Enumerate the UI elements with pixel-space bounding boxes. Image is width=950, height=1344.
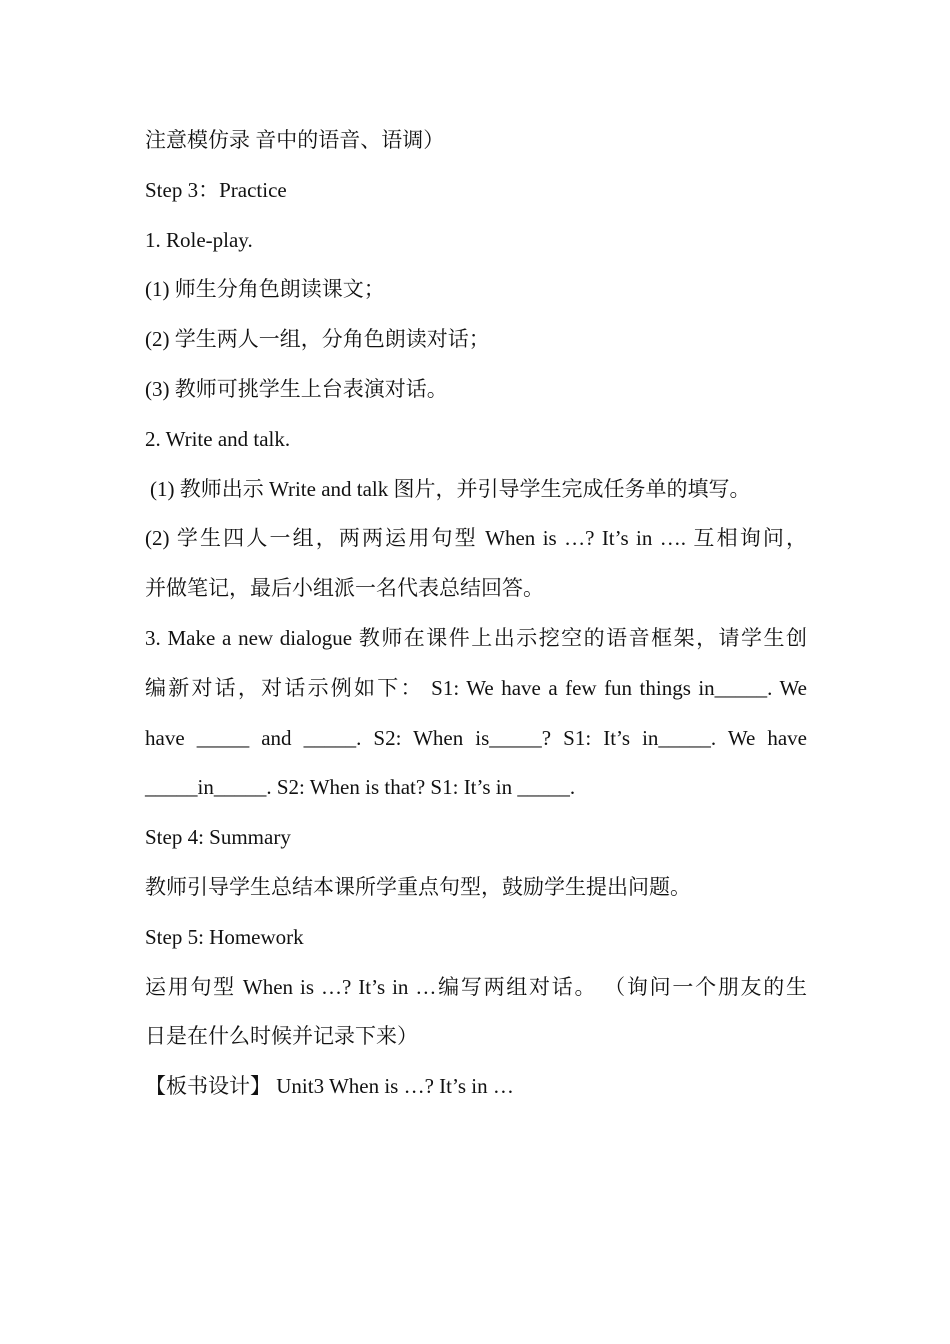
- write-and-talk-item-2-continued: 并做笔记，最后小组派一名代表总结回答。: [145, 576, 544, 601]
- text-line-pronunciation-note: 注意模仿录 音中的语音、语调）: [145, 128, 445, 152]
- board-design-line: 【板书设计】 Unit3 When is …? It’s in …: [145, 1074, 514, 1099]
- write-and-talk-item-1: (1) 教师出示 Write and talk 图片，并引导学生完成任务单的填写。: [150, 476, 751, 501]
- dialogue-example-line-2: have _____ and _____. S2: When is_____? S1: It’s in_____. We have: [145, 725, 807, 750]
- role-play-heading: 1. Role-play.: [145, 227, 253, 252]
- homework-text: 运用句型 When is …? It’s in …编写两组对话。 （询问一个朋友的生: [145, 974, 807, 999]
- step-5-heading: Step 5: Homework: [145, 924, 304, 949]
- new-dialogue-heading: 3. Make a new dialogue 教师在课件上出示挖空的语音框架，请学生创: [145, 625, 807, 650]
- write-and-talk-item-2: (2) 学生四人一组，两两运用句型 When is …? It’s in …. 互相询问，: [145, 526, 807, 551]
- write-and-talk-heading: 2. Write and talk.: [145, 426, 291, 451]
- document-body: [145, 116, 807, 1112]
- summary-text: 教师引导学生总结本课所学重点句型，鼓励学生提出问题。: [145, 874, 691, 899]
- homework-text-continued: 日是在什么时候并记录下来）: [145, 1024, 418, 1049]
- role-play-item-1: (1) 师生分角色朗读课文；: [145, 277, 385, 302]
- dialogue-example-line-1: 编新对话，对话示例如下： S1: We have a few fun things in_____. We: [145, 675, 807, 700]
- step-3-heading: Step 3：Practice: [145, 177, 287, 202]
- dialogue-example-line-3: _____in_____. S2: When is that? S1: It’s in _____.: [145, 775, 576, 800]
- role-play-item-3: (3) 教师可挑学生上台表演对话。: [145, 376, 448, 401]
- step-4-heading: Step 4: Summary: [145, 825, 291, 850]
- role-play-item-2: (2) 学生两人一组，分角色朗读对话；: [145, 327, 490, 352]
